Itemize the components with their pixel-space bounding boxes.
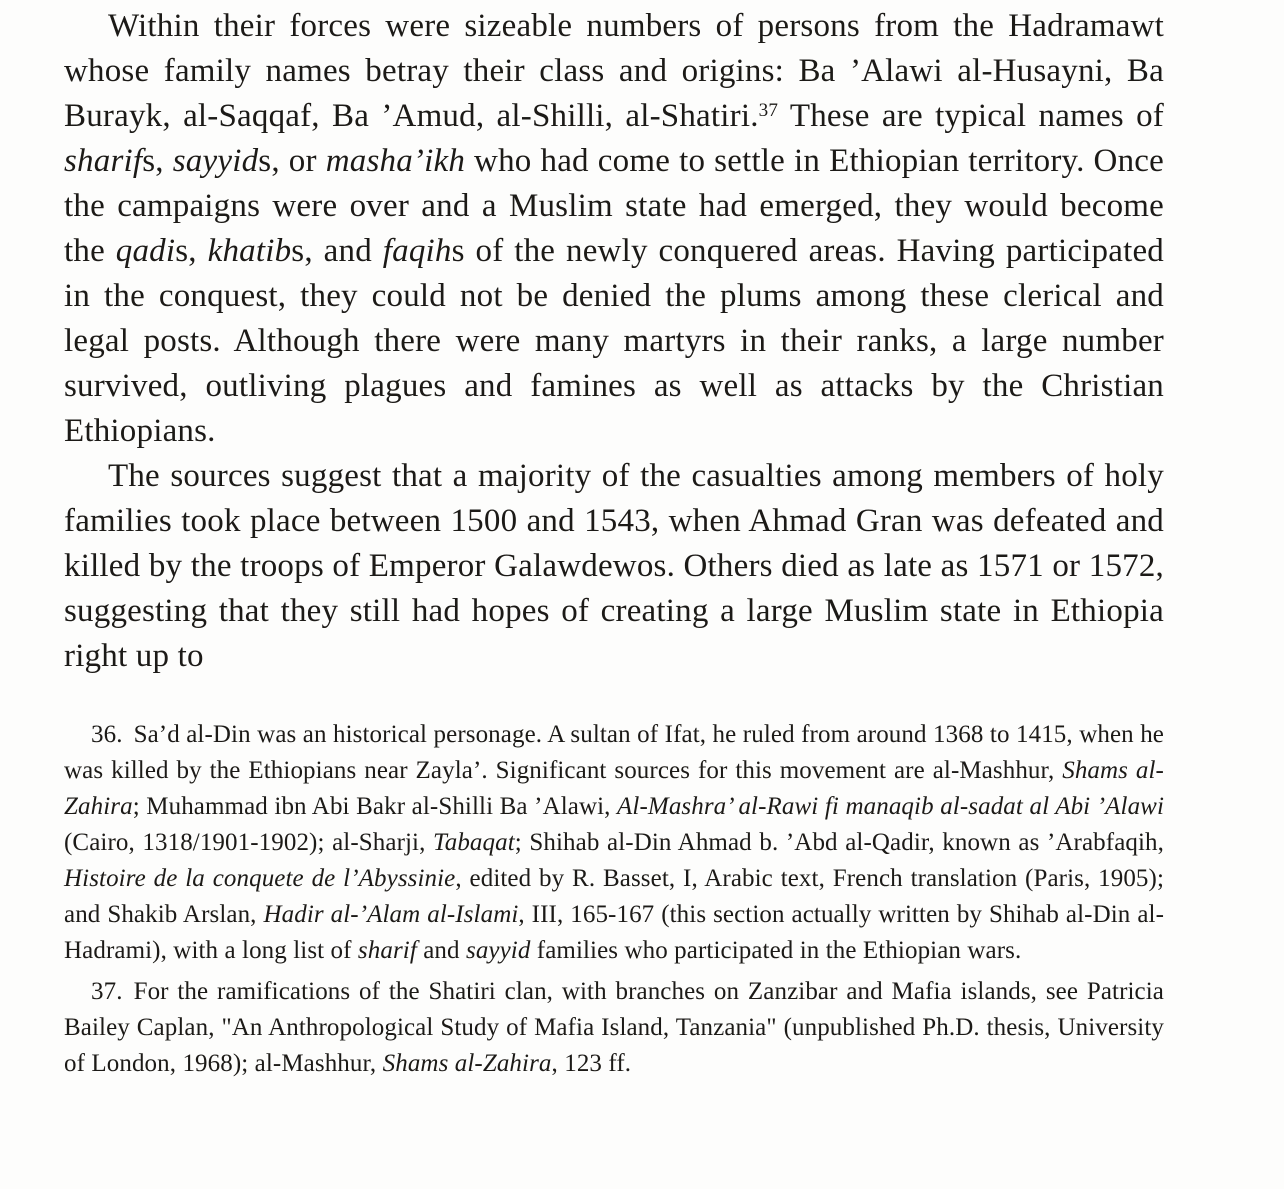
italic-term: khatib — [207, 233, 292, 269]
text-run: ; Shihab al-Din Ahmad b. ’Abd al-Qadir, known as ’Arabfaqih, — [514, 829, 1164, 856]
italic-term: sayyid — [465, 937, 531, 964]
body-paragraph-1 — [64, 4, 1164, 454]
footnote-37-number: 37. — [91, 978, 123, 1005]
text-run: families who participated in the Ethiopian wars. — [530, 937, 1022, 964]
footnote-36-number: 36. — [91, 721, 123, 748]
footnote-36-text — [64, 721, 1164, 964]
text-run: The sources suggest that a majority of the casualties among members of holy families took place between 1500 and 1543, when Ahmad Gran was defeated and killed by the troops of Emperor Galawdewos. Others died as late as 1571 or 1572, suggesting that they still had hopes of creating a large Muslim state in Ethiopia right up to — [64, 458, 1164, 674]
text-run: s of the newly conquered areas. Having participated in the conquest, they could not be denied the plums among these clerical and legal posts. Although there were many martyrs in their ranks, a large number survived, outliving plagues and famines as well as attacks by the Christian Ethiopians. — [64, 233, 1165, 449]
italic-term: masha’ikh — [325, 143, 466, 179]
italic-term: sayyid — [172, 143, 259, 179]
text-run: s, — [142, 143, 173, 179]
text-run: These are typical names of — [778, 98, 1164, 134]
footnote-reference: 37 — [758, 100, 779, 122]
text-run: , edited by R. Basset, I, Arabic text, French translation (Paris, 1905); and Shakib Arslan, — [64, 865, 1164, 928]
text-run: and — [416, 937, 466, 964]
italic-term: Histoire de la conquete de l’Abyssinie — [64, 865, 456, 892]
text-run: , III, 165-167 (this section actually written by Shihab al-Din al-Hadrami), with a long list of — [64, 901, 1164, 964]
main-text-block — [64, 4, 1164, 679]
italic-term: qadi — [115, 233, 176, 269]
footnote-37-text — [64, 978, 1164, 1077]
italic-term: sharif — [64, 143, 143, 179]
footnote-37 — [64, 974, 1164, 1082]
italic-term: Tabaqat — [433, 829, 515, 856]
text-run: Sa’d al-Din was an historical personage. A sultan of Ifat, he ruled from around 1368 to 1415, when he was killed by the Ethiopians near Zayla’. Significant sources for this movement are al-Mashhur, — [64, 721, 1164, 784]
text-run: , 123 ff. — [551, 1050, 632, 1077]
text-run: For the ramifications of the Shatiri clan, with branches on Zanzibar and Mafia islands, see Patricia Bailey Caplan, "An Anthropological Study of Mafia Island, Tanzania" (unpublished Ph.D. thesis, University of London, 1968); al-Mashhur, — [64, 978, 1164, 1077]
body-paragraph-2 — [64, 454, 1164, 679]
footnotes-section — [64, 717, 1164, 1082]
italic-term: sharif — [357, 937, 417, 964]
footnote-36 — [64, 717, 1164, 969]
text-run: Within their forces were sizeable numbers of persons from the Hadramawt whose family names betray their class and origins: Ba ’Alawi al-Husayni, Ba Burayk, al-Saqqaf, Ba ’Amud, al-Shilli, al-Shatiri. — [64, 8, 1164, 134]
text-run: s, and — [291, 233, 383, 269]
text-run: (Cairo, 1318/1901-1902); al-Sharji, — [64, 829, 434, 856]
text-run: s, or — [258, 143, 326, 179]
italic-term: Shams al-Zahira — [64, 757, 1164, 820]
italic-term: Shams al-Zahira — [382, 1050, 552, 1077]
text-run: s, — [175, 233, 208, 269]
text-run: who had come to settle in Ethiopian territory. Once the campaigns were over and a Muslim state had emerged, they would become the — [64, 143, 1164, 269]
italic-term: faqih — [382, 233, 452, 269]
text-run: ; Muhammad ibn Abi Bakr al-Shilli Ba ’Alawi, — [132, 793, 618, 820]
italic-term: Al-Mashra’ al-Rawi fi manaqib al-sadat al Abi ’Alawi — [617, 793, 1165, 820]
italic-term: Hadir al-’Alam al-Islami — [263, 901, 519, 928]
